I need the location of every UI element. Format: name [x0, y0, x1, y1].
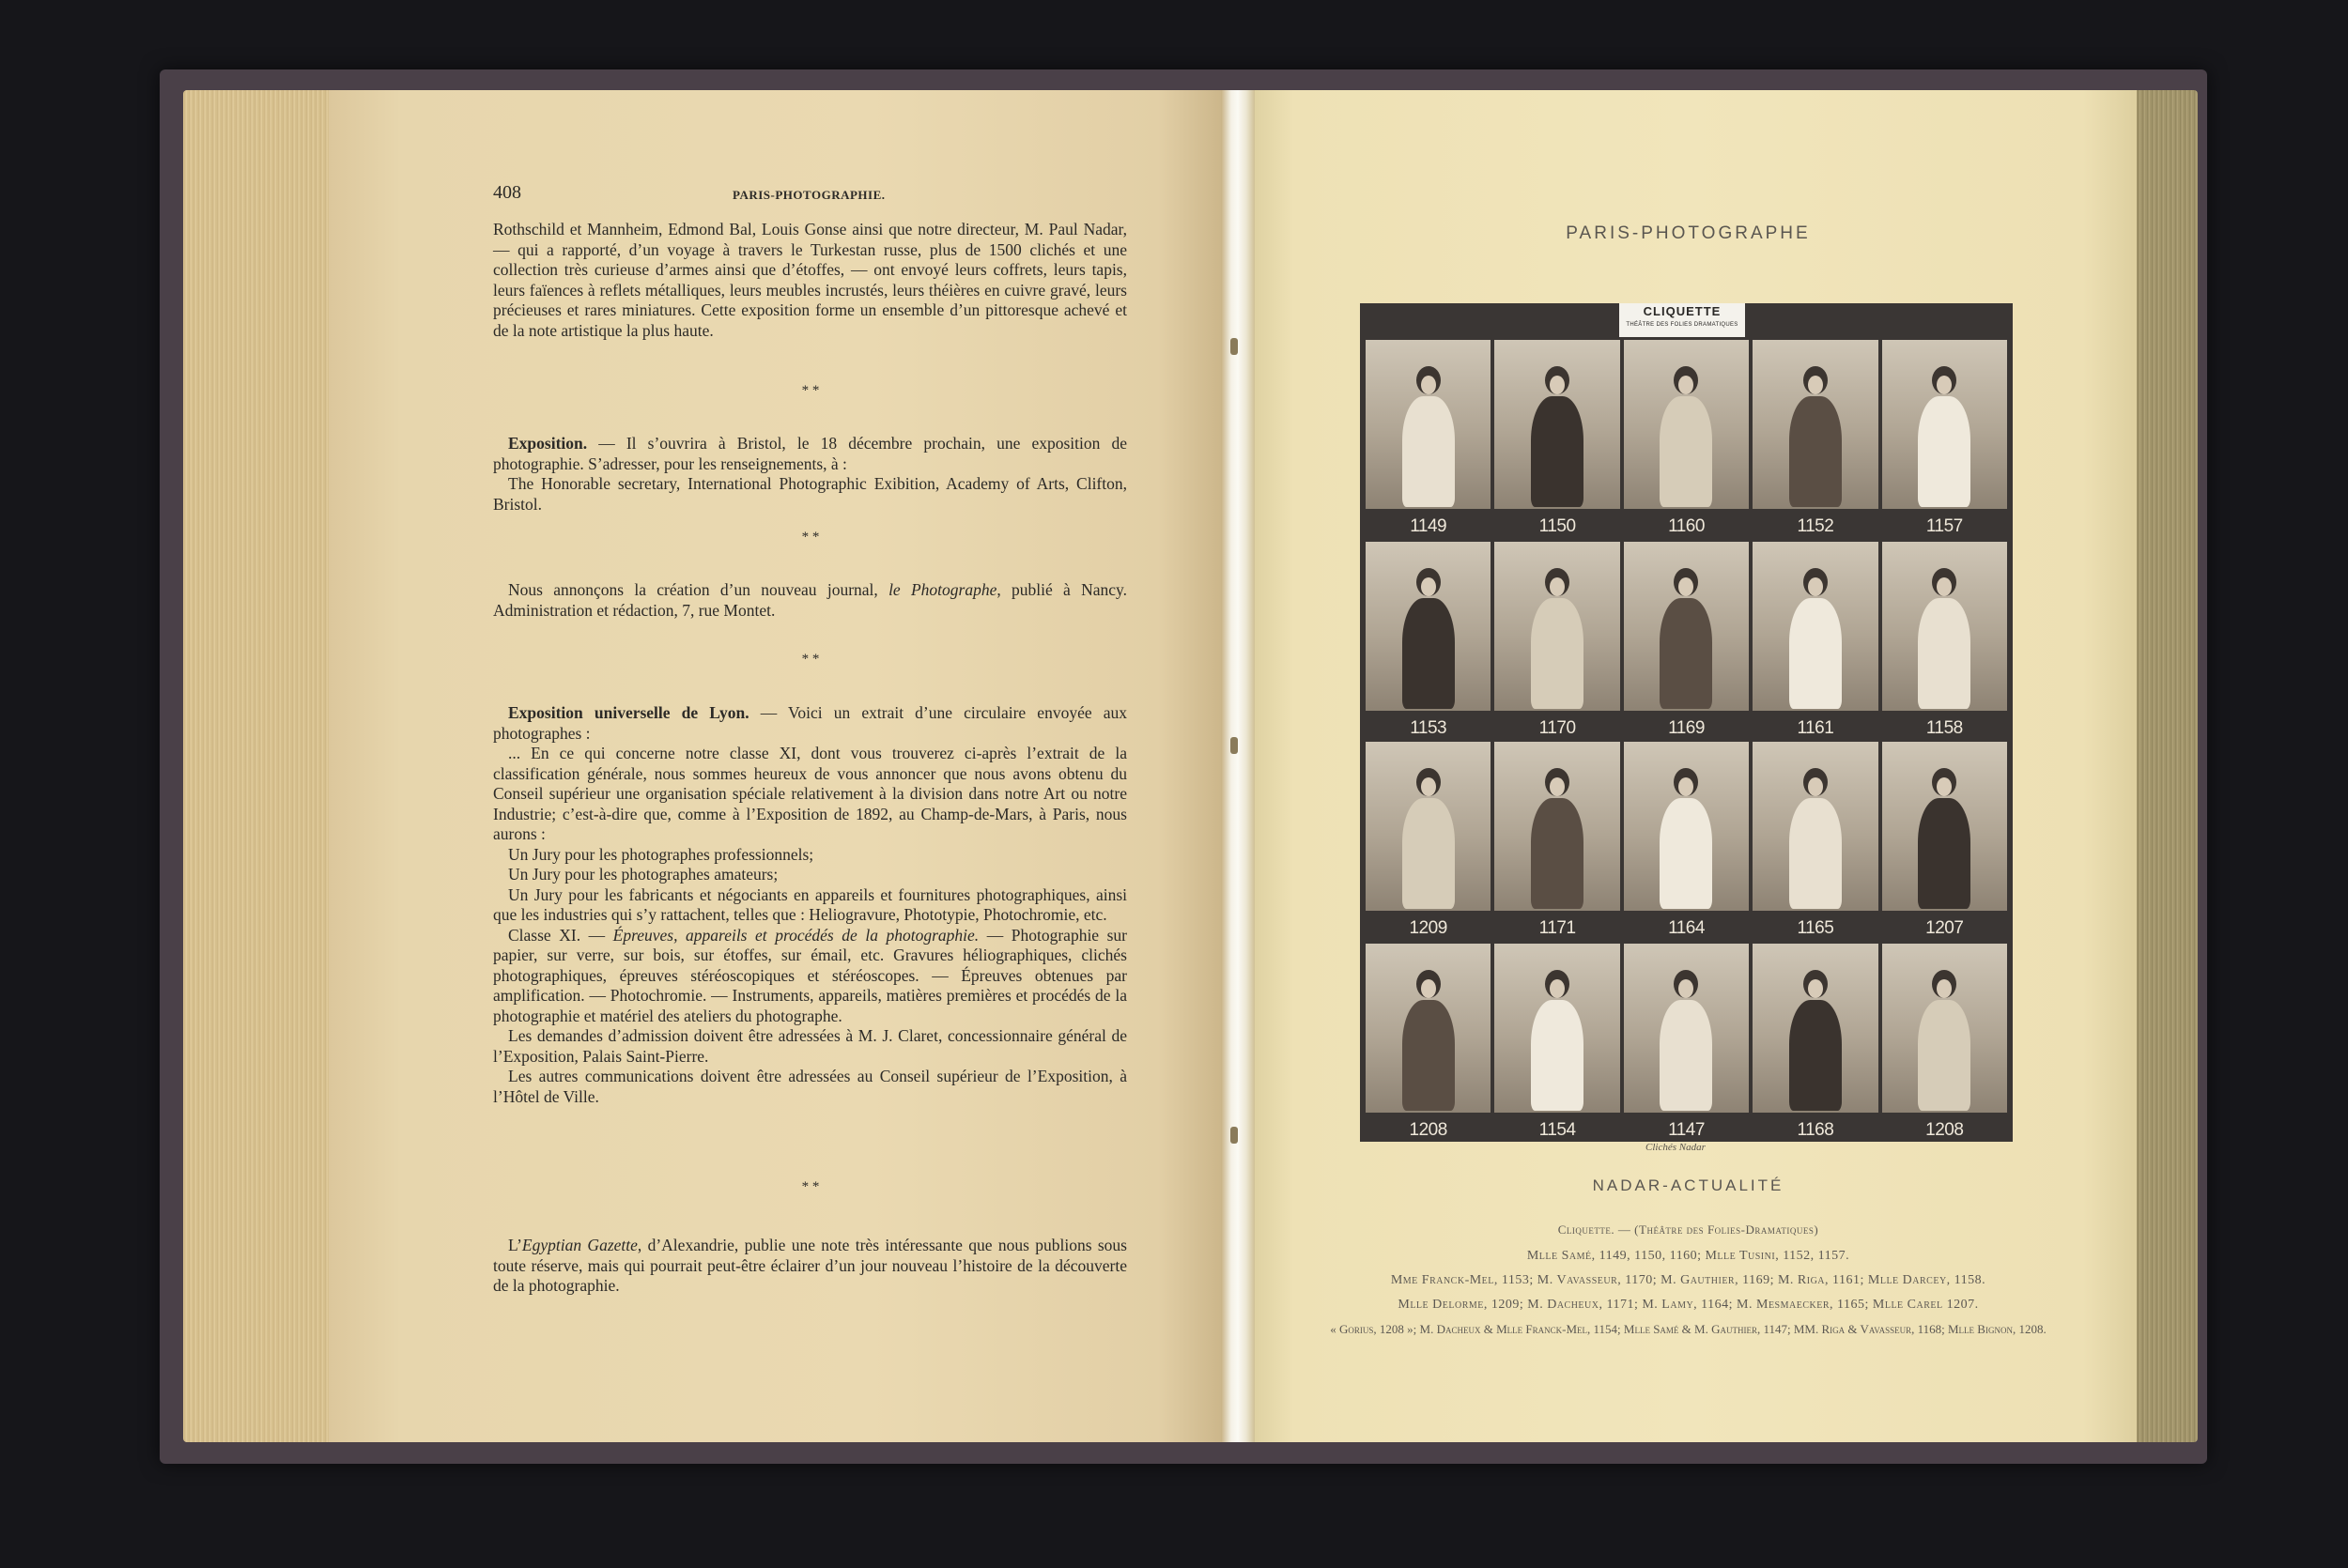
caption-line: « Gorius, 1208 »; M. Dacheux & Mlle Franck-Mel, 1154; Mlle Samé & M. Gauthier, 1147; MM. Riga & Vavasseur, 1168; Mlle Bignon, 1208. [1330, 1322, 2047, 1336]
caption-line: Cliquette. — (Théâtre des Folies-Dramatiques) [1557, 1222, 1819, 1237]
figure-body [1789, 598, 1842, 709]
costume-photo [1882, 944, 2007, 1113]
caption-line: Mme Franck-Mel, 1153; M. Vavasseur, 1170; M. Gauthier, 1169; M. Riga, 1161; Mlle Darcey, 1158. [1390, 1273, 1986, 1287]
figure-body [1789, 1000, 1842, 1111]
paragraph-text: Les autres communications doivent être adressées au Conseil supérieur de l’Exposition, à l’Hôtel de Ville. [493, 1067, 1127, 1106]
paragraph-text: Rothschild et Mannheim, Edmond Bal, Louis Gonse ainsi que notre directeur, M. Paul Nadar, — qui a rapporté, d’un voyage à travers le Turkestan russe, plus de 1500 clichés et une collection très curieuse d’armes ainsi que d’étoffes, — ont envoyé leurs coffrets, leurs tapis, leurs faïences à reflets métalliques, leurs meubles incrustés, leurs théières en cuivre gravé, leurs précieuses et rares miniatures. Cette exposition forme un ensemble d’un pittoresque achevé et de la note artistique la plus haute. [493, 220, 1127, 340]
paragraph-journal [493, 580, 1127, 621]
costume-photo [1624, 944, 1749, 1113]
paragraph-bristol [493, 434, 1127, 515]
figure-body [1789, 396, 1842, 507]
photo-credit: Clichés Nadar [1645, 1142, 1706, 1153]
photo-number: 1171 [1538, 918, 1576, 938]
figure-body [1402, 798, 1455, 909]
page-number: 408 [493, 182, 521, 203]
paragraph-egypt [493, 1236, 1127, 1297]
section-divider: * * [801, 383, 820, 398]
section-divider: * * [801, 530, 820, 545]
costume-photo [1882, 742, 2007, 911]
figure-body [1918, 798, 1970, 909]
figure-body [1918, 396, 1970, 507]
plate-label-subtitle: THÉÂTRE DES FOLIES DRAMATIQUES [1626, 322, 1738, 328]
newspaper-name: Egyptian Gazette [521, 1236, 638, 1254]
section-subtitle: NADAR-ACTUALITÉ [1592, 1176, 1784, 1194]
photo-number: 1164 [1668, 918, 1705, 938]
photo-number: 1150 [1538, 516, 1576, 536]
costume-photo [1494, 340, 1619, 509]
plate-label-title: CLIQUETTE [1643, 304, 1722, 318]
figure-face [1808, 577, 1823, 596]
costume-photo [1882, 542, 2007, 711]
figure-body [1660, 396, 1712, 507]
page-title: PARIS-PHOTOGRAPHE [1566, 223, 1811, 243]
figure-body [1660, 1000, 1712, 1111]
figure-face [1550, 979, 1565, 998]
paragraph-text: ... En ce qui concerne notre classe XI, dont vous trouverez ci-après l’extrait de la classification générale, nous sommes heureux de vous annoncer que nous avons obtenu du Conseil supérieur une organisation spéciale relativement à la division dans notre Art ou notre Industrie; c’est-à-dire que, comme à l’Exposition de 1892, au Champ-de-Mars, à Paris, nous aurons : [493, 744, 1127, 843]
figure-face [1550, 577, 1565, 596]
figure-body [1918, 598, 1970, 709]
photo-number: 1154 [1538, 1120, 1576, 1140]
photo-number: 1169 [1668, 718, 1705, 738]
figure-face [1421, 777, 1436, 796]
section-divider: * * [801, 1179, 820, 1194]
figure-face [1808, 979, 1823, 998]
photo-number: 1165 [1797, 918, 1834, 938]
classe-title: Épreuves, appareils et procédés de la photographie. [612, 925, 980, 945]
costume-photo [1494, 742, 1619, 911]
figure-body [1402, 1000, 1455, 1111]
section-label: Exposition universelle de Lyon. [508, 703, 749, 722]
costume-photo [1624, 742, 1749, 911]
costume-photo [1366, 542, 1491, 711]
caption-line: Mlle Delorme, 1209; M. Dacheux, 1171; M. Lamy, 1164; M. Mesmaecker, 1165; Mlle Carel 1207. [1398, 1298, 1979, 1312]
paragraph-text: L’ [508, 1236, 522, 1254]
photo-number: 1157 [1925, 516, 1963, 536]
jury-line: Un Jury pour les photographes amateurs; [508, 865, 779, 884]
photo-number: 1207 [1925, 918, 1964, 938]
photo-number: 1152 [1797, 516, 1834, 536]
photo-number: 1161 [1797, 718, 1834, 738]
paragraph-text: , publié à Nancy. Administration et rédaction, 7, rue Montet. [493, 580, 1127, 620]
section-label: Exposition. [508, 434, 588, 453]
plate-label [1619, 303, 1745, 337]
paragraph-text: — Photographie sur papier, sur verre, sur bois, sur étoffes, sur émail, etc. Gravures héliographiques, clichés photographiques, épreuves stéréoscopiques et stéréoscopes. — Épreuves obtenues par amplification. — Photochromie. — Instruments, appareils, matières premières et procédés de la photographie et matériel des ateliers du photographe. [493, 925, 1128, 1025]
costume-photo [1494, 542, 1619, 711]
figure-face [1421, 577, 1436, 596]
photo-number: 1209 [1409, 918, 1447, 938]
page-edges-right [2132, 90, 2198, 1442]
costume-photo [1753, 944, 1877, 1113]
paragraph-text: — Voici un extrait d’une circulaire envoyée aux photographes : [493, 703, 1127, 743]
journal-name: le Photographe [888, 580, 997, 599]
figure-body [1918, 1000, 1970, 1111]
figure-body [1402, 396, 1455, 507]
costume-photo [1753, 340, 1877, 509]
figure-face [1550, 376, 1565, 394]
costume-photo [1624, 542, 1749, 711]
costume-photo [1366, 742, 1491, 911]
paragraph-lyon [493, 703, 1127, 1107]
costume-photo [1882, 340, 2007, 509]
photo-number: 1149 [1410, 516, 1447, 536]
costume-photo [1494, 944, 1619, 1113]
figure-face [1421, 376, 1436, 394]
costume-photo [1366, 944, 1491, 1113]
address-text: The Honorable secretary, International Photographic Exibition, Academy of Arts, Clifton, Bristol. [493, 474, 1127, 514]
figure-face [1421, 979, 1436, 998]
jury-line: Un Jury pour les fabricants et négociants en appareils et fournitures photographiques, ainsi que les industries qui s’y rattachent, telles que : Heliogravure, Phototypie, Photochromie, etc. [493, 884, 1127, 924]
figure-face [1550, 777, 1565, 796]
figure-face [1808, 777, 1823, 796]
photo-number: 1208 [1925, 1120, 1964, 1140]
costume-photo [1366, 340, 1491, 509]
figure-body [1789, 798, 1842, 909]
figure-body [1660, 598, 1712, 709]
figure-body [1531, 598, 1583, 709]
classe-label: Classe XI. — [508, 925, 613, 945]
photo-number: 1153 [1410, 718, 1447, 738]
photo-number: 1160 [1668, 516, 1705, 536]
binding-tab [1230, 1127, 1238, 1144]
paragraph-text: Nous annonçons la création d’un nouveau journal, [508, 580, 889, 599]
photo-number: 1208 [1409, 1120, 1447, 1140]
running-head: PARIS-PHOTOGRAPHIE. [733, 188, 886, 202]
binding-tab [1230, 338, 1238, 355]
page-edges-left [183, 90, 329, 1442]
binding-tab [1230, 737, 1238, 754]
figure-body [1531, 396, 1583, 507]
paragraph-text: — Il s’ouvrira à Bristol, le 18 décembre prochain, une exposition de photographie. S’adresser, pour les renseignements, à : [493, 434, 1127, 473]
costume-photo [1753, 542, 1877, 711]
figure-body [1531, 798, 1583, 909]
costume-photo [1624, 340, 1749, 509]
photo-number: 1168 [1797, 1120, 1834, 1140]
figure-body [1402, 598, 1455, 709]
figure-body [1531, 1000, 1583, 1111]
jury-line: Un Jury pour les photographes professionnels; [508, 844, 814, 864]
photo-number: 1158 [1925, 718, 1963, 738]
paragraph-text: Les demandes d’admission doivent être adressées à M. J. Claret, concessionnaire général de l’Exposition, Palais Saint-Pierre. [493, 1026, 1127, 1066]
figure-body [1660, 798, 1712, 909]
figure-face [1808, 376, 1823, 394]
paragraph-collection [493, 220, 1127, 341]
photo-number: 1147 [1668, 1120, 1705, 1140]
costume-photo [1753, 742, 1877, 911]
caption-line: Mlle Samé, 1149, 1150, 1160; Mlle Tusini, 1152, 1157. [1526, 1249, 1850, 1263]
book-gutter [1221, 90, 1255, 1442]
paragraph-text: , d’Alexandrie, publie une note très intéressante que nous publions sous toute réserve, mais qui pourrait peut-être éclairer d’un jour nouveau l’histoire de la découverte de la photographie. [493, 1236, 1127, 1295]
photo-number: 1170 [1538, 718, 1576, 738]
section-divider: * * [801, 652, 820, 667]
